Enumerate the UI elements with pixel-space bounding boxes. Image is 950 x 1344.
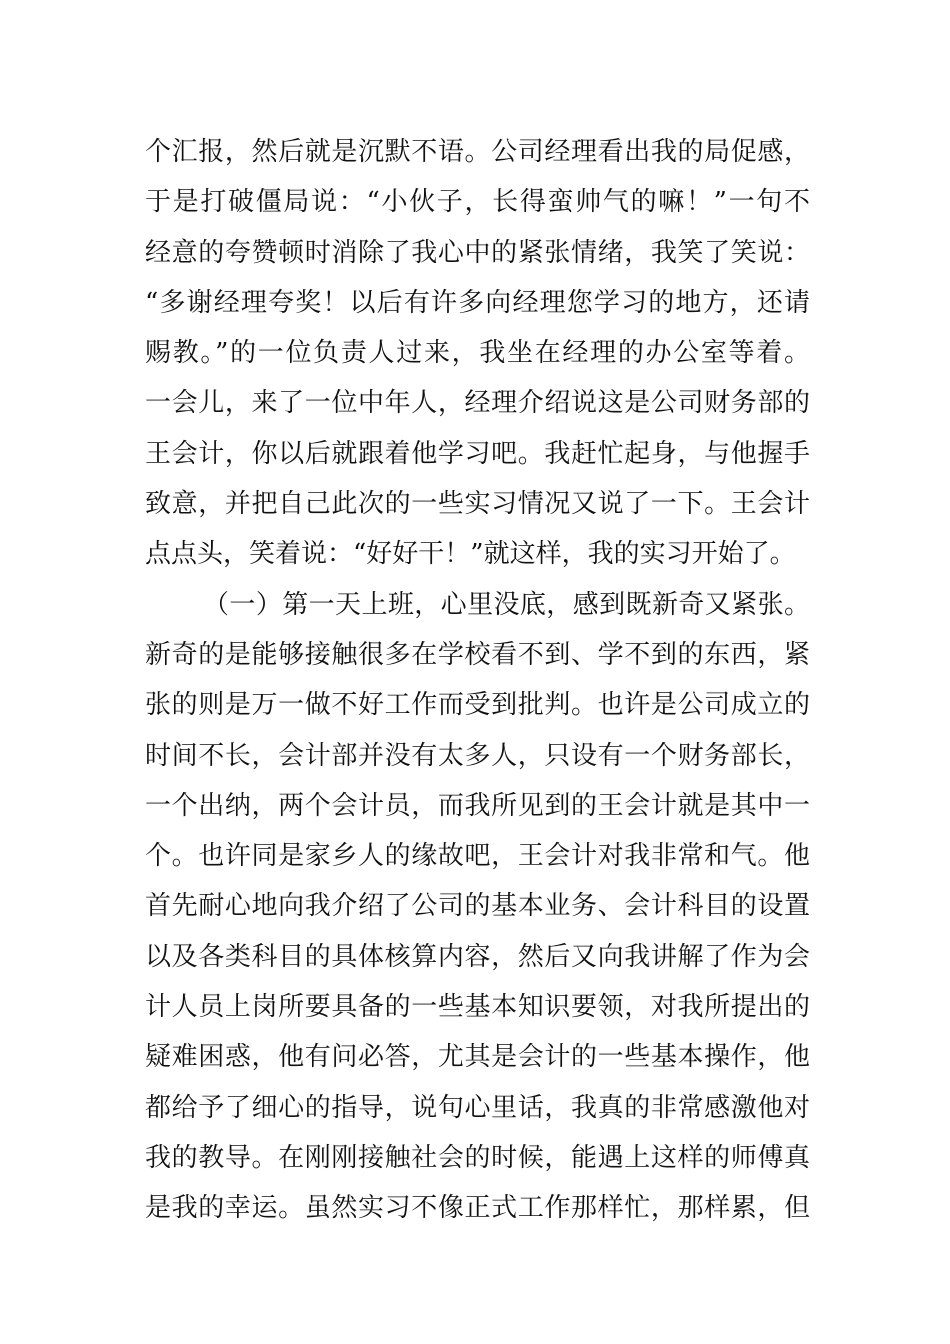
text-line: 首先耐心地向我介绍了公司的基本业务、会计科目的设置 [145, 891, 810, 922]
text-line: 致意，并把自己此次的一些实习情况又说了一下。王会计 [145, 489, 810, 520]
text-line: 个。也许同是家乡人的缘故吧，王会计对我非常和气。他 [145, 841, 810, 872]
text-line: 赐教。”的一位负责人过来，我坐在经理的办公室等着。 [145, 338, 810, 369]
text-line: 我的教导。在刚刚接触社会的时候，能遇上这样的师傅真 [145, 1142, 810, 1173]
text-line: “多谢经理夸奖！以后有许多向经理您学习的地方，还请 [145, 287, 810, 318]
text-line: 疑难困惑，他有问必答，尤其是会计的一些基本操作，他 [145, 1042, 810, 1073]
text-line: 个汇报，然后就是沉默不语。公司经理看出我的局促感， [145, 137, 810, 167]
text-line: 新奇的是能够接触很多在学校看不到、学不到的东西，紧 [145, 639, 810, 670]
text-line: 王会计，你以后就跟着他学习吧。我赶忙起身，与他握手 [145, 438, 810, 469]
text-line: 一会儿，来了一位中年人，经理介绍说这是公司财务部的 [145, 388, 810, 419]
text-line: 于是打破僵局说：“小伙子，长得蛮帅气的嘛！”一句不 [145, 187, 810, 218]
text-line: 张的则是万一做不好工作而受到批判。也许是公司成立的 [145, 690, 810, 721]
text-line: 是我的幸运。虽然实习不像正式工作那样忙，那样累，但 [145, 1193, 810, 1224]
text-line: 时间不长，会计部并没有太多人，只设有一个财务部长， [145, 740, 810, 771]
text-line: 一个出纳，两个会计员，而我所见到的王会计就是其中一 [145, 790, 810, 821]
text-line: 经意的夸赞顿时消除了我心中的紧张情绪，我笑了笑说： [145, 237, 810, 268]
text-line: 计人员上岗所要具备的一些基本知识要领，对我所提出的 [145, 992, 810, 1023]
body-text [145, 127, 810, 1234]
section-heading-line: （一）第一天上班，心里没底，感到既新奇又紧张。 [203, 589, 810, 620]
text-line: 点点头，笑着说：“好好干！”就这样，我的实习开始了。 [145, 539, 796, 570]
text-line: 都给予了细心的指导，说句心里话，我真的非常感激他对 [145, 1092, 810, 1123]
text-line: 以及各类科目的具体核算内容，然后又向我讲解了作为会 [145, 941, 810, 972]
